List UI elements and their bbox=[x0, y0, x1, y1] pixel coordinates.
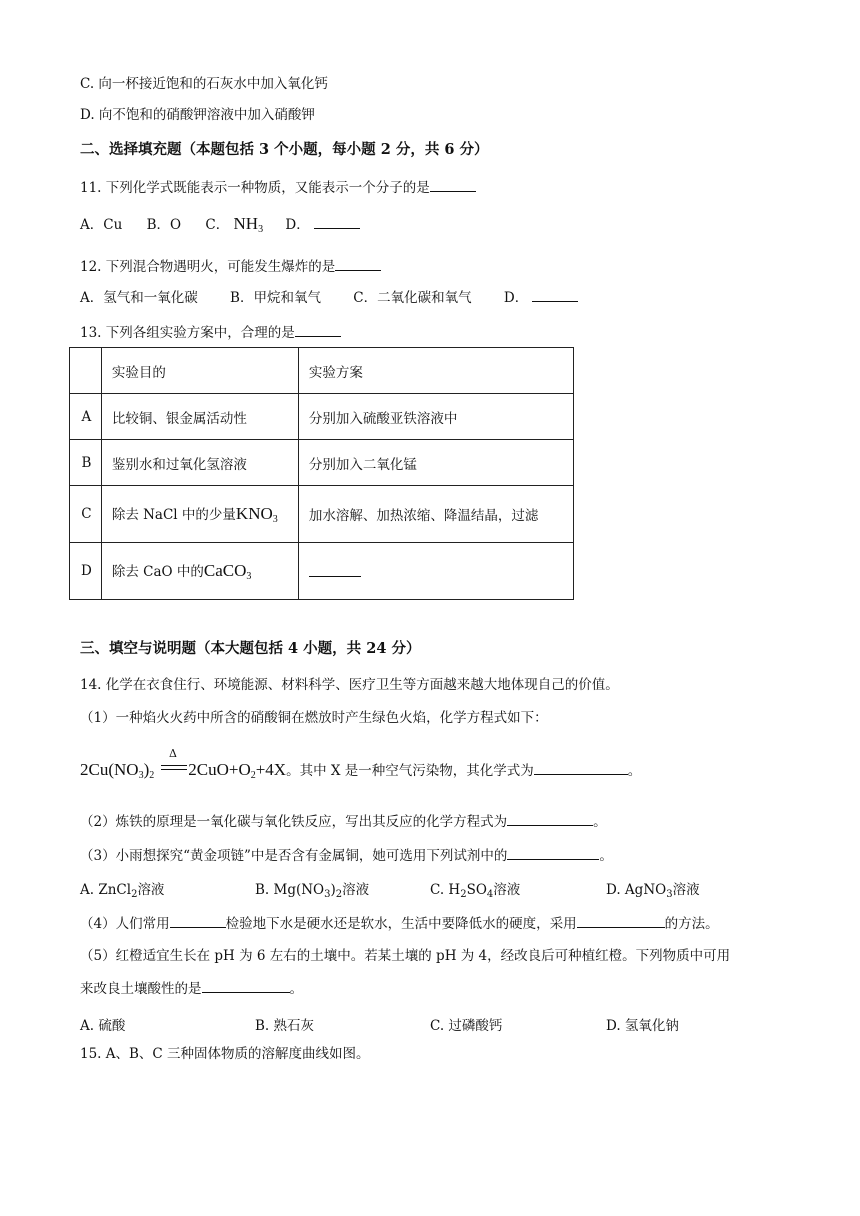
q10-option-c: C. 向一杯接近饱和的石灰水中加入氧化钙 bbox=[80, 76, 328, 92]
q14-4-answer-blank-1[interactable] bbox=[170, 913, 226, 928]
equation-left bbox=[80, 760, 154, 779]
q11-stem bbox=[80, 177, 476, 197]
eq-left-sub2: 2 bbox=[149, 770, 155, 781]
q11-formula-text: NH bbox=[233, 214, 259, 233]
q14-3-option-d bbox=[606, 878, 700, 900]
row-label: A bbox=[70, 394, 102, 440]
row-d-plan-blank[interactable] bbox=[309, 562, 361, 577]
q14-3-option-c bbox=[430, 878, 520, 900]
q14-part-3 bbox=[80, 845, 613, 865]
row-plan: 分别加入二氧化锰 bbox=[298, 440, 573, 486]
q11-stem-text: 11. 下列化学式既能表示一种物质，又能表示一个分子的是 bbox=[80, 180, 430, 196]
eq-left-text: 2Cu(NO bbox=[80, 760, 139, 779]
opt-c-text: C. H bbox=[430, 882, 461, 898]
table-header-purpose: 实验目的 bbox=[101, 348, 298, 394]
q14-stem: 14. 化学在衣食住行、环境能源、材料科学、医疗卫生等方面越来越大地体现自己的价值。 bbox=[80, 677, 619, 693]
eq-left-paren: ) bbox=[143, 760, 150, 779]
q14-4-answer-blank-2[interactable] bbox=[577, 913, 665, 928]
q12-answer-blank[interactable] bbox=[335, 256, 381, 271]
q12-option-b: B．甲烷和氧气 bbox=[230, 290, 321, 306]
table-row bbox=[70, 486, 574, 543]
formula-sub: 3 bbox=[272, 514, 278, 525]
table-row bbox=[70, 394, 574, 440]
opt-d-sub: 3 bbox=[666, 889, 673, 900]
row-label: D bbox=[70, 543, 102, 600]
opt-b-tail: 溶液 bbox=[342, 882, 370, 898]
q14-part-3-end: 。 bbox=[599, 848, 613, 864]
formula-sub: 3 bbox=[246, 571, 252, 582]
section-3-heading: 三、填空与说明题（本大题包括 4 小题，共 24 分） bbox=[80, 640, 421, 657]
q14-part-4-b: 检验地下水是硬水还是软水，生活中要降低水的硬度，采用 bbox=[225, 916, 577, 932]
row-purpose-formula bbox=[236, 504, 278, 523]
opt-a-sub: 2 bbox=[131, 889, 138, 900]
q14-part-5-line-1: （5）红橙适宜生长在 pH 为 6 左右的土壤中。若某土壤的 pH 为 4，经改良后可种植红橙。下列物质中可用 bbox=[80, 948, 731, 964]
eq-right-sub: 2 bbox=[250, 770, 256, 781]
q11-formula-sub: 3 bbox=[258, 224, 264, 235]
opt-c-sub1: 2 bbox=[460, 889, 467, 900]
q14-part-2-end: 。 bbox=[593, 814, 607, 830]
q13-stem-text: 13. 下列各组实验方案中，合理的是 bbox=[80, 325, 295, 341]
q14-5-option-c: C. 过磷酸钙 bbox=[430, 1018, 503, 1034]
equation-right bbox=[188, 760, 286, 779]
row-label: C bbox=[70, 486, 102, 543]
opt-b-sub1: 3 bbox=[324, 889, 331, 900]
table-header-row bbox=[70, 348, 574, 394]
row-label: B bbox=[70, 440, 102, 486]
opt-d-tail: 溶液 bbox=[672, 882, 700, 898]
q14-part-2 bbox=[80, 811, 607, 831]
q14-part-4-a: （4）人们常用 bbox=[80, 916, 170, 932]
row-purpose bbox=[101, 486, 298, 543]
q14-part-3-text: （3）小雨想探究“黄金项链”中是否含有金属铜，她可选用下列试剂中的 bbox=[80, 848, 508, 864]
eq-right-text: 2CuO+O bbox=[188, 760, 251, 779]
eq-explanation: 。其中 X 是一种空气污染物，其化学式为 bbox=[286, 763, 534, 779]
q14-5-option-a: A. 硫酸 bbox=[80, 1018, 126, 1034]
table-header-label bbox=[70, 348, 102, 394]
heat-condition-symbol: Δ bbox=[169, 747, 177, 760]
table-row bbox=[70, 543, 574, 600]
q13-stem bbox=[80, 322, 341, 342]
q12-options bbox=[80, 287, 578, 307]
q14-3-option-a bbox=[80, 878, 164, 900]
opt-c-tail: 溶液 bbox=[493, 882, 521, 898]
row-plan: 加水溶解、加热浓缩、降温结晶，过滤 bbox=[298, 486, 573, 543]
q15-stem: 15. A、B、C 三种固体物质的溶解度曲线如图。 bbox=[80, 1046, 370, 1062]
q12-option-c: C．二氧化碳和氧气 bbox=[353, 290, 472, 306]
q13-experiment-table bbox=[69, 347, 574, 600]
q14-part-4-c: 的方法。 bbox=[664, 916, 719, 932]
q14-3-option-b bbox=[255, 878, 369, 900]
q12-stem bbox=[80, 256, 381, 276]
q12-stem-text: 12. 下列混合物遇明火，可能发生爆炸的是 bbox=[80, 259, 336, 275]
eq-right-tail: +4X bbox=[255, 760, 287, 779]
formula-text: KNO bbox=[235, 504, 273, 523]
row-purpose-text: 除去 CaO 中的 bbox=[111, 564, 204, 580]
q14-5-option-d: D. 氢氧化钠 bbox=[606, 1018, 679, 1034]
q11-option-d: D． bbox=[285, 217, 310, 233]
q13-answer-blank[interactable] bbox=[295, 322, 341, 337]
q14-part-2-text: （2）炼铁的原理是一氧化碳与氧化铁反应，写出其反应的化学方程式为 bbox=[80, 814, 508, 830]
q14-5-option-b: B. 熟石灰 bbox=[255, 1018, 315, 1034]
opt-b-sub2: 2 bbox=[335, 889, 343, 900]
eq-left-sub1: 3 bbox=[138, 770, 144, 781]
equals-sign bbox=[161, 765, 187, 770]
row-purpose-formula bbox=[204, 561, 252, 580]
q14-3-answer-blank[interactable] bbox=[507, 845, 599, 860]
q14-part-5-end: 。 bbox=[289, 981, 303, 997]
row-purpose: 鉴别水和过氧化氢溶液 bbox=[101, 440, 298, 486]
q11-option-c-formula bbox=[234, 214, 264, 233]
q14-part-5-text: 来改良土壤酸性的是 bbox=[80, 981, 202, 997]
q14-part-5-line-2 bbox=[80, 978, 303, 998]
q12-option-d-blank[interactable] bbox=[532, 287, 578, 302]
q11-options bbox=[80, 214, 360, 239]
opt-b-mid: ) bbox=[330, 882, 336, 898]
opt-a-text: A. ZnCl bbox=[80, 882, 132, 898]
row-purpose-text: 除去 NaCl 中的少量 bbox=[111, 507, 236, 523]
eq-end: 。 bbox=[627, 763, 642, 779]
q14-equation-line bbox=[80, 759, 641, 787]
q14-part-4 bbox=[80, 913, 719, 933]
q11-answer-blank[interactable] bbox=[430, 177, 476, 192]
opt-c-sub2: 4 bbox=[486, 889, 494, 900]
q11-option-b: B．O bbox=[146, 217, 182, 233]
formula-text: CaCO bbox=[203, 561, 247, 580]
section-2-heading: 二、选择填充题（本题包括 3 个小题，每小题 2 分，共 6 分） bbox=[80, 141, 489, 158]
q14-5-answer-blank[interactable] bbox=[202, 978, 290, 993]
q12-option-a: A．氢气和一氧化碳 bbox=[80, 290, 198, 306]
opt-d-text: D. AgNO bbox=[606, 882, 667, 898]
opt-c-mid: SO bbox=[466, 882, 487, 898]
q14-1-answer-blank[interactable] bbox=[534, 760, 628, 775]
q14-2-answer-blank[interactable] bbox=[507, 811, 593, 826]
table-row bbox=[70, 440, 574, 486]
q10-option-d: D. 向不饱和的硝酸钾溶液中加入硝酸钾 bbox=[80, 107, 315, 123]
q14-part-1: （1）一种焰火火药中所含的硝酸铜在燃放时产生绿色火焰，化学方程式如下： bbox=[80, 710, 548, 726]
q12-option-d: D． bbox=[503, 290, 529, 306]
table-header-plan: 实验方案 bbox=[298, 348, 573, 394]
q11-option-a: A．Cu bbox=[80, 217, 123, 233]
row-plan: 分别加入硫酸亚铁溶液中 bbox=[298, 394, 573, 440]
row-purpose: 比较铜、银金属活动性 bbox=[101, 394, 298, 440]
opt-a-tail: 溶液 bbox=[137, 882, 165, 898]
row-plan bbox=[298, 543, 573, 600]
row-purpose bbox=[101, 543, 298, 600]
q11-option-c: C． bbox=[205, 217, 230, 233]
q11-option-d-blank[interactable] bbox=[314, 214, 360, 229]
opt-b-text: B. Mg(NO bbox=[255, 882, 325, 898]
